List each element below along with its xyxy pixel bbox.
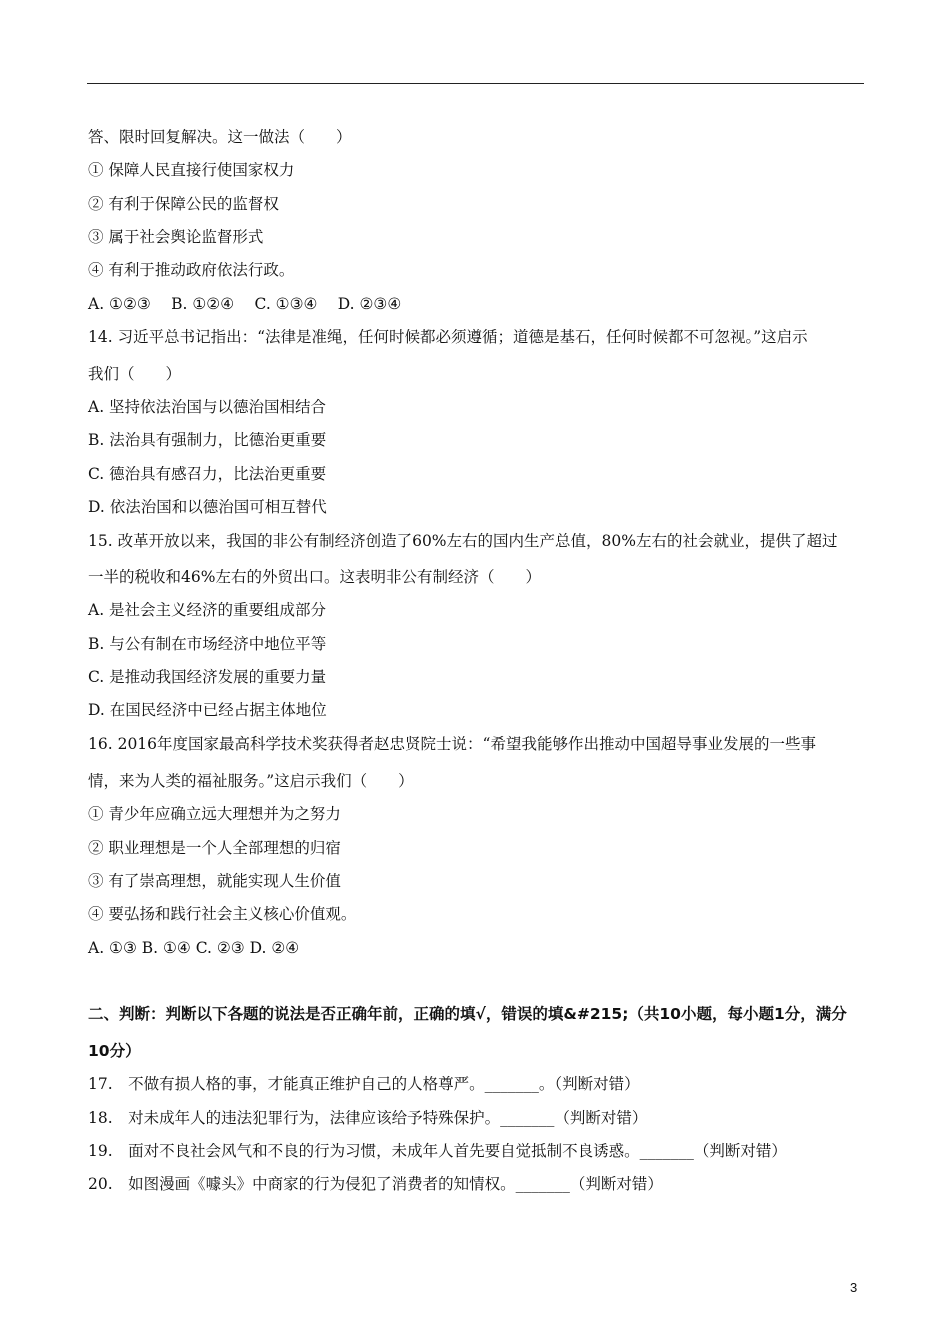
q18: 18. 对未成年人的违法犯罪行为，法律应该给予特殊保护。_______（判断对错） [88,1109,648,1127]
q13-statement-3: ③ 属于社会舆论监督形式 [88,228,264,246]
header-rule [87,83,864,84]
q13-options: A. ①②③ B. ①②④ C. ①③④ D. ②③④ [88,295,402,313]
q14-option-c: C. 德治具有感召力，比法治更重要 [88,465,327,483]
q13-statement-1: ① 保障人民直接行使国家权力 [88,161,295,179]
q19: 19. 面对不良社会风气和不良的行为习惯，未成年人首先要自觉抵制不良诱惑。_______（判断对错） [88,1142,787,1160]
q15-option-a: A. 是社会主义经济的重要组成部分 [88,601,327,619]
q16-options: A. ①③ B. ①④ C. ②③ D. ②④ [88,939,300,957]
q15-option-b: B. 与公有制在市场经济中地位平等 [88,635,327,653]
q16-statement-4: ④ 要弘扬和践行社会主义核心价值观。 [88,905,357,923]
q13-statement-4: ④ 有利于推动政府依法行政。 [88,261,295,279]
q15-stem-continuation: 一半的税收和46%左右的外贸出口。这表明非公有制经济（ ） [88,568,541,586]
q16-stem-continuation: 情，来为人类的福祉服务。”这启示我们（ ） [88,772,414,790]
q15-stem: 15. 改革开放以来，我国的非公有制经济创造了60%左右的国内生产总值，80%左右的社会就业，提供了超过 [88,532,838,550]
section-2-heading: 二、判断：判断以下各题的说法是否正确年前，正确的填√，错误的填&#215;（共10小题，每小题1分，满分 [88,1005,847,1023]
q17: 17. 不做有损人格的事，才能真正维护自己的人格尊严。_______。（判断对错） [88,1075,640,1093]
q15-option-c: C. 是推动我国经济发展的重要力量 [88,668,327,686]
q14-option-d: D. 依法治国和以德治国可相互替代 [88,498,327,516]
q16-statement-2: ② 职业理想是一个人全部理想的归宿 [88,839,341,857]
q15-option-d: D. 在国民经济中已经占据主体地位 [88,701,327,719]
q13-stem-continuation: 答、限时回复解决。这一做法（ ） [88,128,352,146]
section-2-heading-continuation: 10分） [88,1042,141,1060]
q14-option-a: A. 坚持依法治国与以德治国相结合 [88,398,327,416]
q16-statement-1: ① 青少年应确立远大理想并为之努力 [88,805,341,823]
q14-stem-continuation: 我们（ ） [88,365,182,383]
q16-stem: 16. 2016年度国家最高科学技术奖获得者赵忠贤院士说：“希望我能够作出推动中国超导事业发展的一些事 [88,735,816,753]
q14-option-b: B. 法治具有强制力，比德治更重要 [88,431,327,449]
q13-statement-2: ② 有利于保障公民的监督权 [88,195,279,213]
q20: 20. 如图漫画《噱头》中商家的行为侵犯了消费者的知情权。_______（判断对错） [88,1175,663,1193]
q14-stem: 14. 习近平总书记指出：“法律是准绳，任何时候都必须遵循；道德是基石，任何时候都不可忽视。”这启示 [88,328,808,346]
q16-statement-3: ③ 有了崇高理想，就能实现人生价值 [88,872,341,890]
page-number: 3 [850,1280,858,1295]
